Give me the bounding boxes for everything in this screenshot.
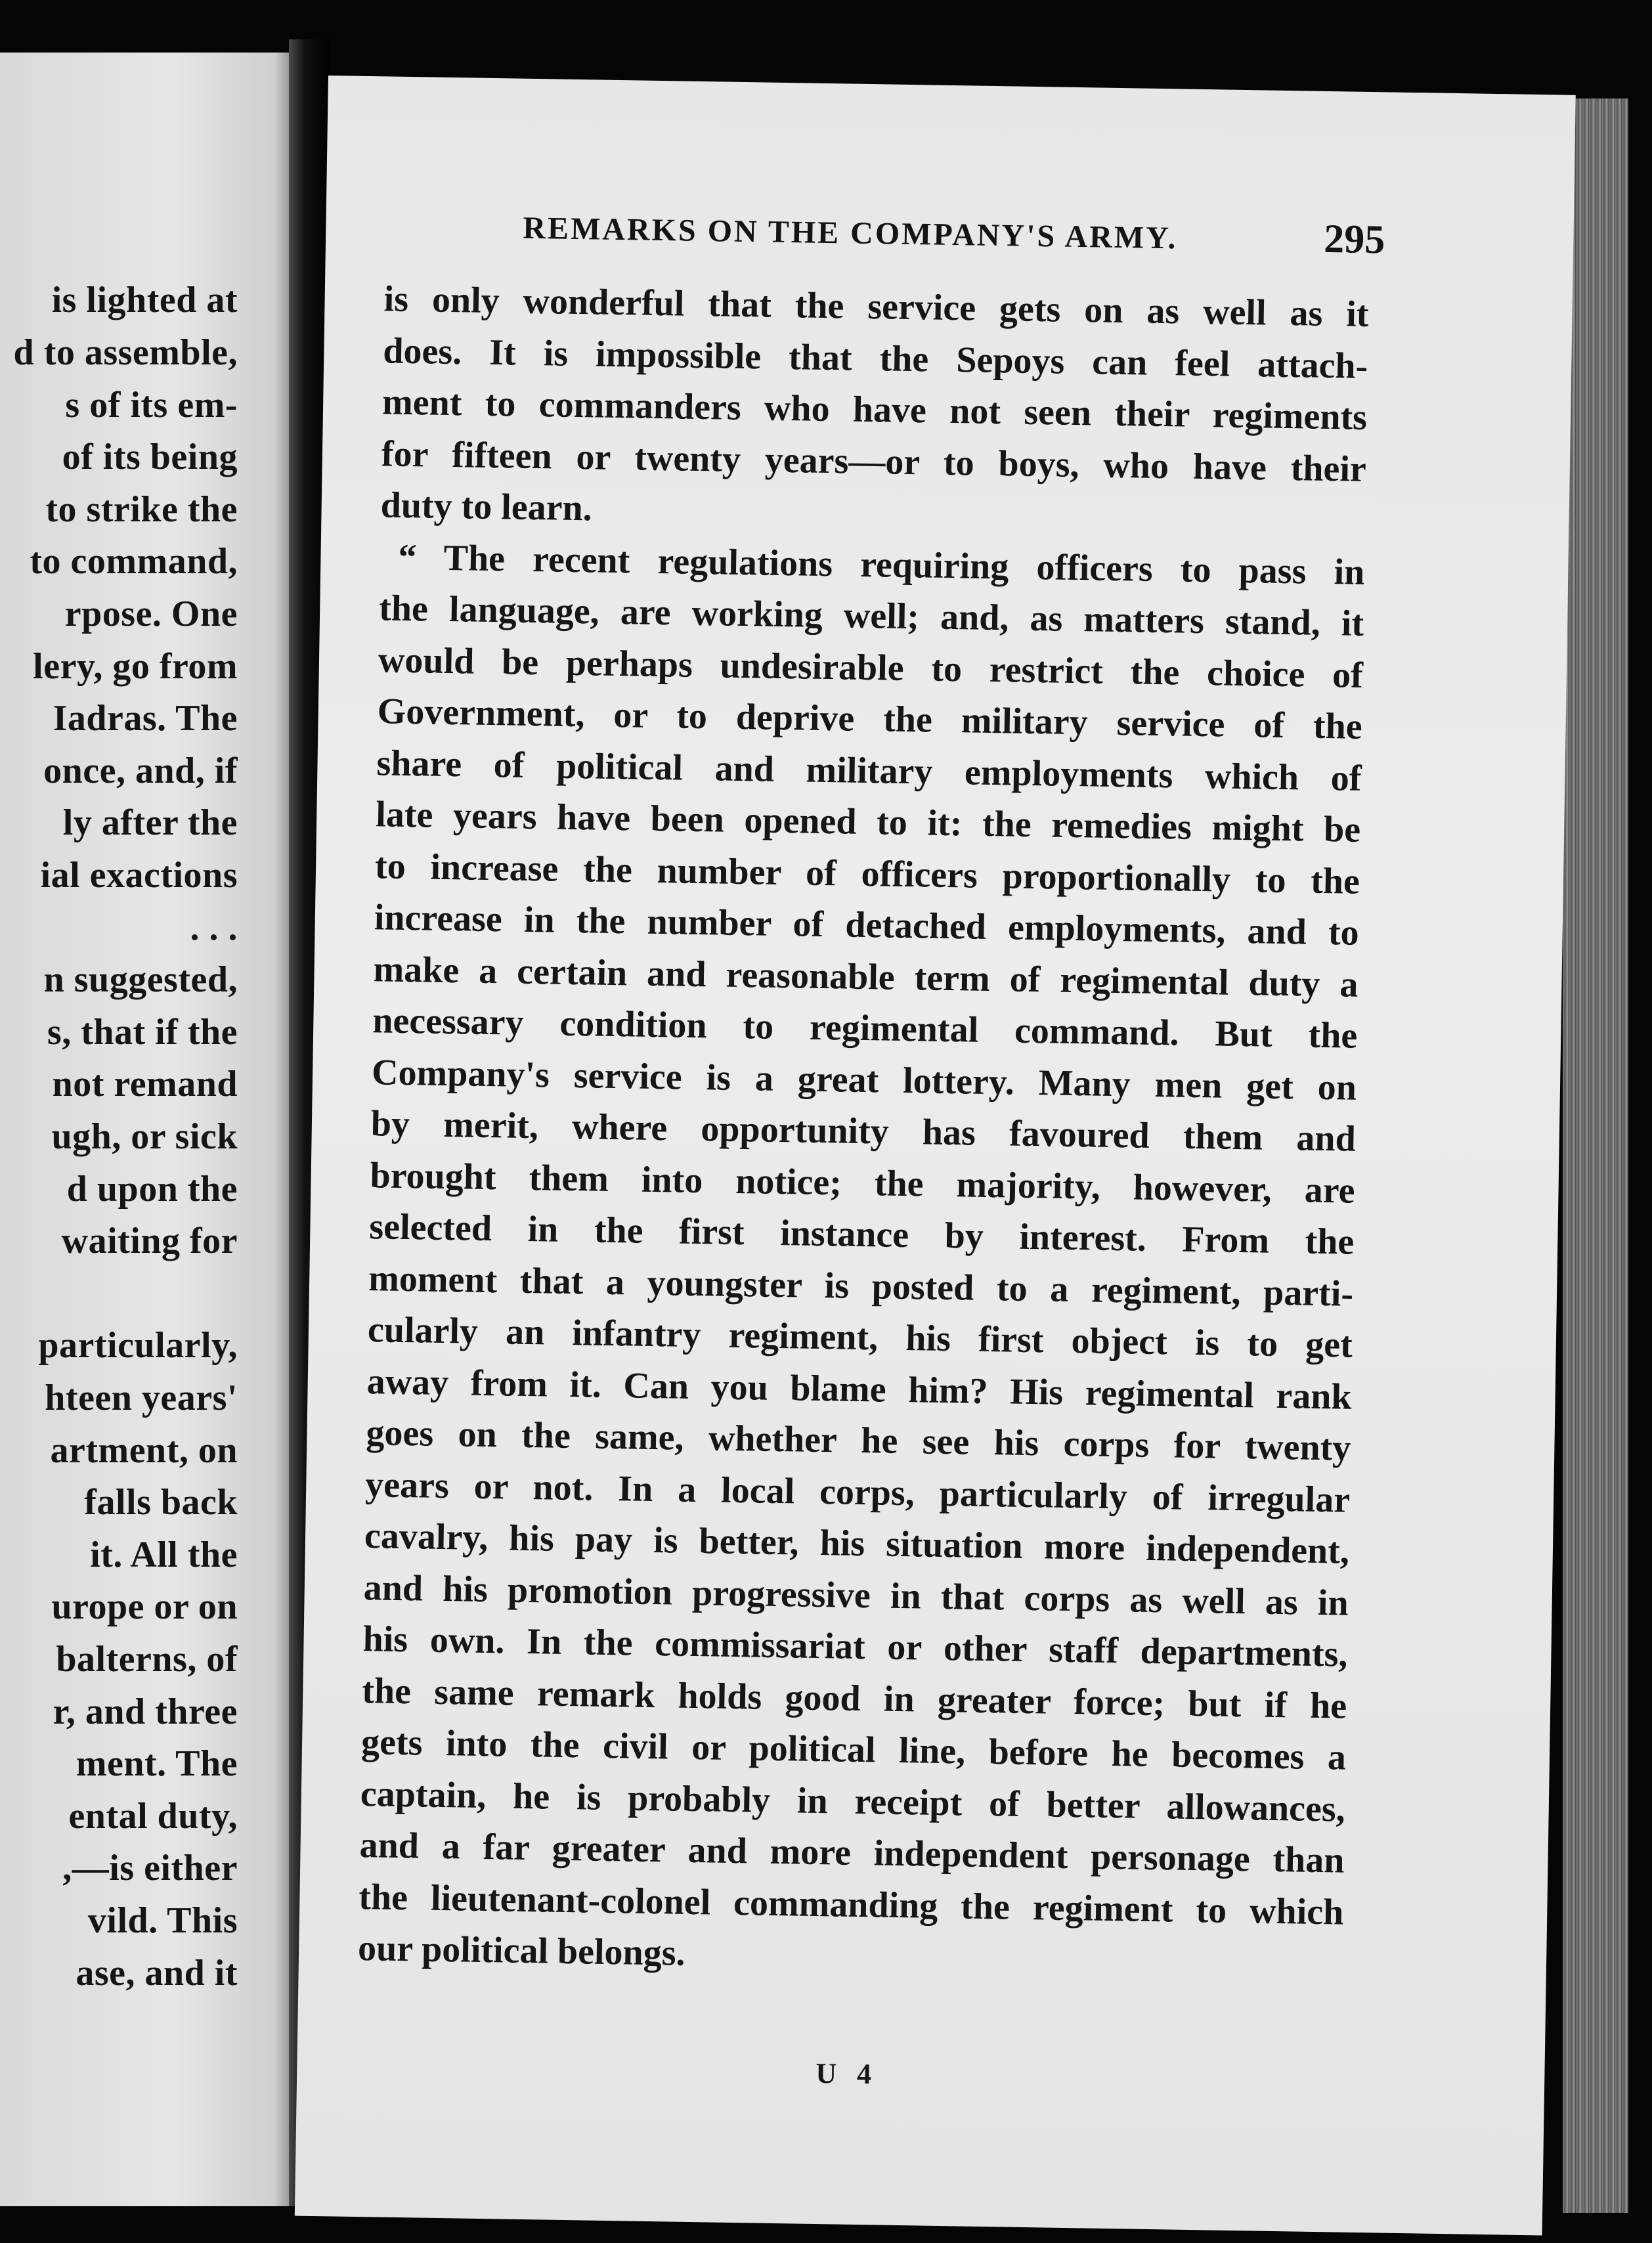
text-line: captain, he is probably in receipt of better allowances,: [360, 1773, 1346, 1830]
left-page-line: ial exactions: [40, 855, 238, 896]
left-facing-page: [0, 53, 289, 2206]
body-text: [358, 273, 1370, 1990]
text-line: the same remark holds good in greater force; but if he: [361, 1670, 1347, 1727]
text-line: by merit, where opportunity has favoured them and: [370, 1103, 1357, 1160]
text-line: the language, are working well; and, as matters stand, it: [378, 588, 1364, 644]
left-page-line: d upon the: [66, 1169, 238, 1209]
text-line: “ The recent regulations requiring officers to pass in: [398, 536, 1365, 593]
left-page-line: s, that if the: [47, 1012, 238, 1053]
left-page-line: lery, go from: [33, 646, 238, 687]
left-page-line: once, and, if: [43, 751, 238, 791]
text-line: necessary condition to regimental command. But the: [372, 1000, 1358, 1056]
left-page-line: s of its em-: [65, 385, 238, 425]
text-line: share of political and military employments which of: [376, 742, 1362, 799]
left-page-line: is lighted at: [51, 280, 238, 320]
text-line: is only wonderful that the service gets on as well as it: [383, 278, 1369, 335]
text-line: selected in the first instance by interest. From the: [368, 1206, 1355, 1263]
left-page-line: particularly,: [38, 1325, 238, 1366]
left-page-line: ugh, or sick: [51, 1116, 238, 1157]
left-page-line: ly after the: [62, 802, 238, 843]
text-line: make a certain and reasonable term of regimental duty a: [373, 948, 1359, 1005]
text-line: would be perhaps undesirable to restrict the choice of: [378, 639, 1364, 696]
left-page-line: hteen years': [45, 1378, 238, 1418]
text-line: duty to learn.: [380, 485, 593, 529]
left-page-line: urope or on: [51, 1586, 238, 1627]
text-line: ment to commanders who have not seen their regiments: [381, 381, 1368, 438]
text-line: the lieutenant-colonel commanding the regiment to which: [358, 1876, 1344, 1933]
text-line: gets into the civil or political line, before he becomes a: [360, 1722, 1347, 1778]
left-page-line: Iadras. The: [53, 698, 238, 739]
left-page-line: ase, and it: [76, 1953, 238, 1993]
left-page-line: not remand: [52, 1064, 238, 1104]
running-head: REMARKS ON THE COMPANY'S ARMY.: [522, 210, 1178, 256]
text-line: increase in the number of detached employments, and to: [374, 897, 1360, 953]
left-page-line: waiting for: [61, 1221, 238, 1261]
text-line: for fifteen or twenty years—or to boys, who have their: [381, 433, 1367, 490]
left-page-line: ental duty,: [68, 1796, 238, 1837]
main-page: [295, 76, 1576, 2235]
text-line: cularly an infantry regiment, his first object is to get: [367, 1309, 1353, 1366]
text-line: years or not. In a local corps, particularly of irregular: [364, 1464, 1351, 1521]
left-page-line: to strike the: [45, 489, 238, 530]
text-line: goes on the same, whether he see his corps for twenty: [366, 1412, 1351, 1469]
text-line: late years have been opened to it: the remedies might be: [375, 794, 1361, 850]
text-line: and a far greater and more independent personage than: [359, 1825, 1345, 1881]
left-page-line: to command,: [30, 541, 238, 582]
text-line: his own. In the commissariat or other staff departments,: [362, 1619, 1348, 1675]
page-edges: [1563, 98, 1628, 2213]
page-number: 295: [1323, 216, 1385, 263]
text-line: and his promotion progressive in that corps as well as in: [363, 1567, 1349, 1624]
left-page-line: r, and three: [53, 1691, 238, 1732]
text-line: our political belongs.: [357, 1928, 686, 1974]
text-line: Government, or to deprive the military service of the: [377, 691, 1363, 747]
left-page-line: falls back: [84, 1482, 238, 1523]
text-line: to increase the number of officers proportionally to the: [374, 845, 1360, 902]
left-page-line: balterns, of: [56, 1639, 238, 1680]
left-page-line: artment, on: [50, 1430, 238, 1471]
left-page-line: vild. This: [87, 1900, 238, 1941]
left-page-line: . . .: [190, 907, 238, 948]
text-line: moment that a youngster is posted to a regiment, parti-: [368, 1257, 1354, 1315]
left-page-line: rpose. One: [64, 594, 238, 634]
text-line: cavalry, his pay is better, his situation more independent,: [364, 1515, 1350, 1572]
text-line: does. It is impossible that the Sepoys can feel attach-: [382, 330, 1368, 387]
left-page-line: ,—is either: [62, 1848, 238, 1888]
signature-mark: U 4: [815, 2057, 879, 2091]
text-line: Company's service is a great lottery. Many men get on: [371, 1051, 1357, 1108]
left-page-line: ment. The: [76, 1743, 238, 1784]
text-line: brought them into notice; the majority, however, are: [370, 1154, 1356, 1211]
left-page-line: n suggested,: [43, 959, 238, 1000]
left-page-line: d to assemble,: [13, 332, 238, 373]
left-page-line: of its being: [62, 437, 238, 477]
left-page-line: it. All the: [90, 1535, 238, 1575]
text-line: away from it. Can you blame him? His regimental rank: [366, 1361, 1353, 1418]
